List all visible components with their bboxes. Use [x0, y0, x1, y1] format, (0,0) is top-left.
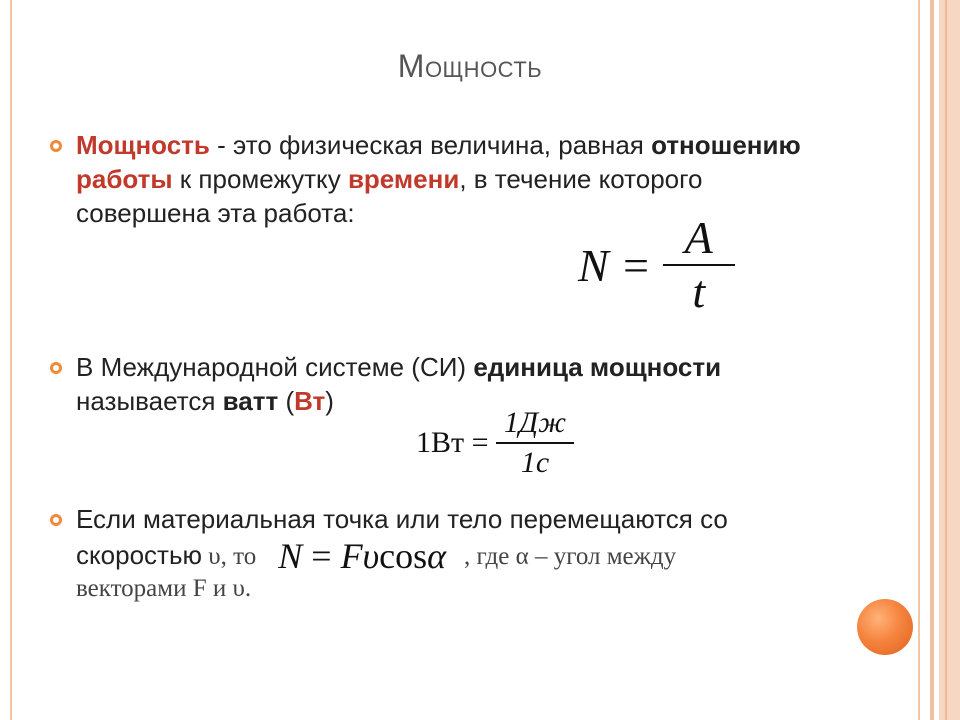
watt-formula-numerator: 1Дж: [504, 406, 567, 439]
paren-open: (: [278, 386, 295, 416]
formula-fraction: [663, 212, 735, 318]
formula-denominator: t: [692, 266, 706, 317]
power-velocity-formula: [278, 536, 447, 576]
power-formula: [578, 212, 735, 318]
formula-v: υ: [362, 536, 380, 576]
si-text: В Международной системе (СИ): [76, 352, 474, 382]
watt-formula-fraction: [496, 404, 574, 482]
speed-symbol-text: υ, то: [202, 543, 257, 570]
paren-close: ): [325, 386, 334, 416]
right-border-band: [939, 0, 960, 720]
called-text: называется: [76, 386, 223, 416]
formula-numerator: A: [684, 212, 713, 263]
right-border-inner-stripe: [945, 0, 947, 720]
speed-text: скоростью: [76, 540, 203, 570]
watt-formula: [416, 404, 574, 482]
bullet-text-2: [76, 350, 721, 418]
decorative-orb: [857, 599, 913, 655]
motion-text: Если материальная точка или тело перемещаются со: [76, 504, 728, 534]
term-watt-symbol: Вт: [294, 386, 326, 416]
formula-F: F: [340, 536, 363, 576]
right-border-line: [918, 0, 920, 720]
bullet-text-3: [76, 502, 728, 606]
right-border-stripe: [930, 0, 934, 720]
formula-alpha: α: [427, 536, 447, 576]
definition-text-4: совершена эта работа:: [76, 198, 355, 228]
watt-formula-denominator: 1с: [520, 446, 550, 479]
term-ratio: отношению: [651, 130, 801, 160]
watt-formula-lhs: 1Вт =: [416, 426, 489, 459]
left-border-line: [10, 0, 12, 720]
bullet-marker-2: [50, 362, 62, 374]
term-work: работы: [76, 164, 173, 194]
term-watt: ватт: [222, 386, 279, 416]
formula-cos: cos: [379, 536, 428, 576]
term-unit-of-power: единица мощности: [473, 352, 722, 382]
formula-equals: =: [302, 536, 341, 576]
vectors-text: векторами F и υ.: [76, 575, 252, 602]
angle-text: , где α – угол между: [464, 543, 677, 570]
term-time: времени: [347, 164, 460, 194]
definition-text: - это физическая величина, равная: [209, 130, 652, 160]
bullet-marker-3: [50, 514, 62, 526]
formula-lhs: N =: [578, 239, 652, 291]
bullet-marker-1: [50, 140, 62, 152]
definition-text-3: , в течение которого: [459, 164, 703, 194]
definition-text-2: к промежутку: [172, 164, 348, 194]
formula-N: N: [278, 536, 303, 576]
term-power: Мощность: [76, 130, 210, 160]
slide-title: Мощность: [397, 48, 543, 84]
